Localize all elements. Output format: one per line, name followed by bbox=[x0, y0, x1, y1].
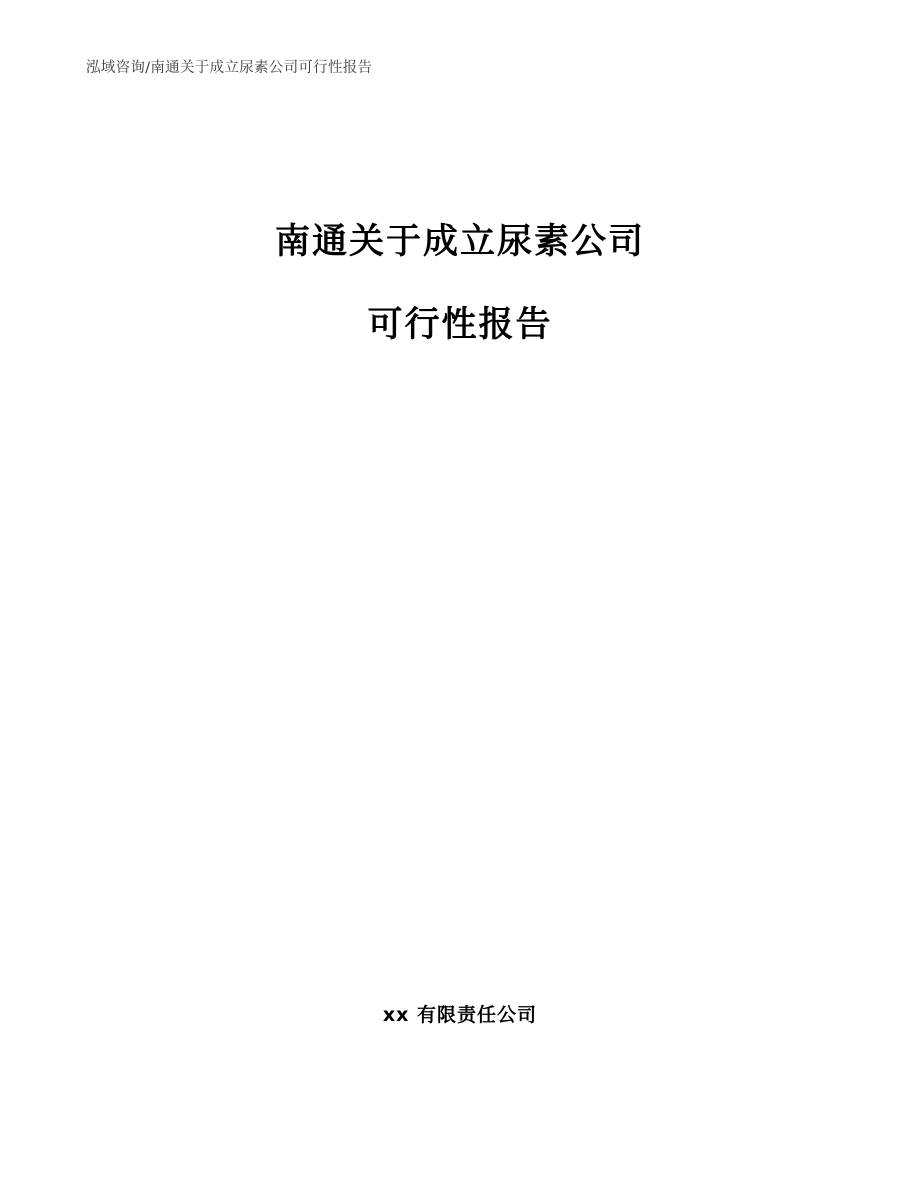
company-name: xx 有限责任公司 bbox=[382, 1004, 538, 1026]
page-title-line-2: 可行性报告 bbox=[367, 305, 553, 345]
page-title-line-1: 南通关于成立尿素公司 bbox=[274, 222, 645, 262]
breadcrumb: 泓域咨询/南通关于成立尿素公司可行性报告 bbox=[86, 60, 373, 76]
page-title bbox=[0, 222, 920, 345]
